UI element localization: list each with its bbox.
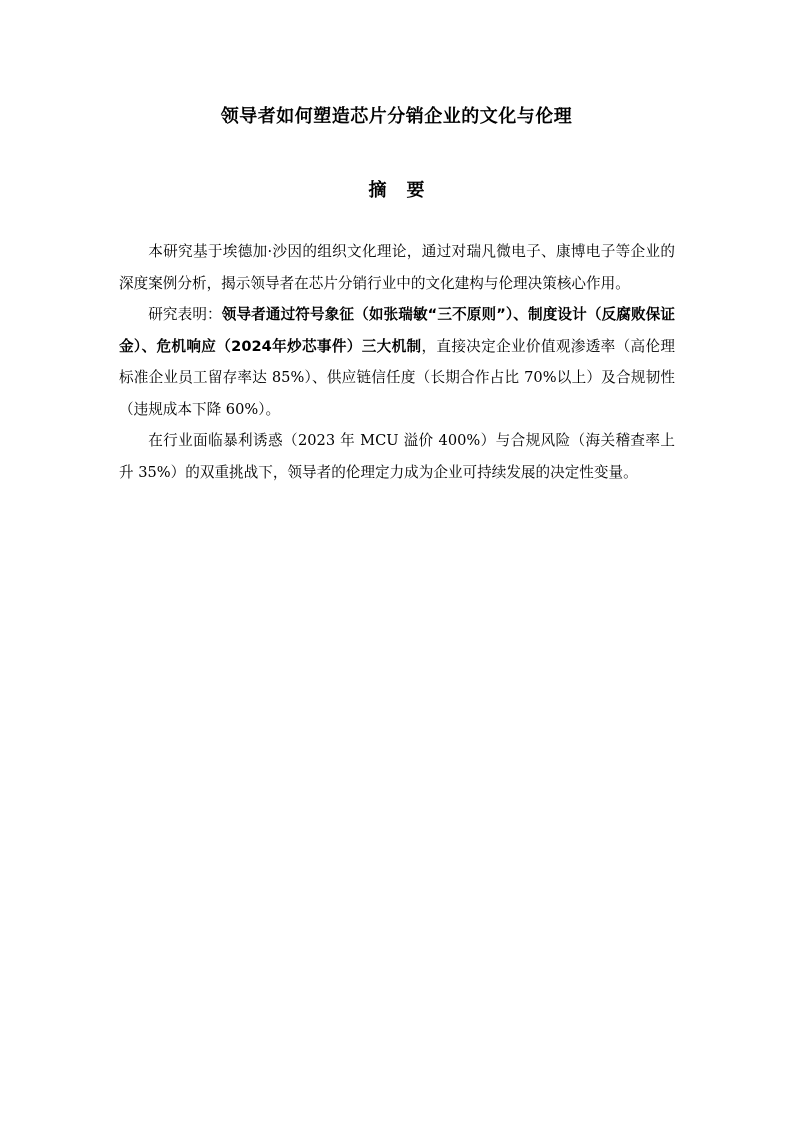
paragraph-2-rest: ，直接决定企业价值观渗透率（高伦理标准企业员工留存率达 85%）、供应链信任度（长期合作占比 70%以上）及合规韧性（违规成本下降 60%）。 — [119, 337, 675, 418]
paragraph-2-bold-mechanisms: 领导者通过符号象征（如张瑞敏“三不原则”）、制度设计（反腐败保证金）、危机响应（2024年炒芯事件）三大机制 — [119, 306, 675, 355]
abstract-heading: 摘要 — [368, 180, 445, 201]
abstract-paragraph-1: 本研究基于埃德加·沙因的组织文化理论，通过对瑞凡微电子、康博电子等企业的深度案例分析，揭示领导者在芯片分销行业中的文化建构与伦理决策核心作用。 — [119, 243, 675, 292]
paragraph-2-lead: 研究表明： — [148, 306, 222, 323]
abstract-paragraph-3: 在行业面临暴利诱惑（2023 年 MCU 溢价 400%）与合规风险（海关稽查率上升 35%）的双重挑战下，领导者的伦理定力成为企业可持续发展的决定性变量。 — [119, 432, 675, 481]
abstract-body — [119, 236, 675, 488]
document-title: 领导者如何塑造芯片分销企业的文化与伦理 — [220, 106, 573, 127]
abstract-paragraph-2 — [119, 299, 675, 425]
